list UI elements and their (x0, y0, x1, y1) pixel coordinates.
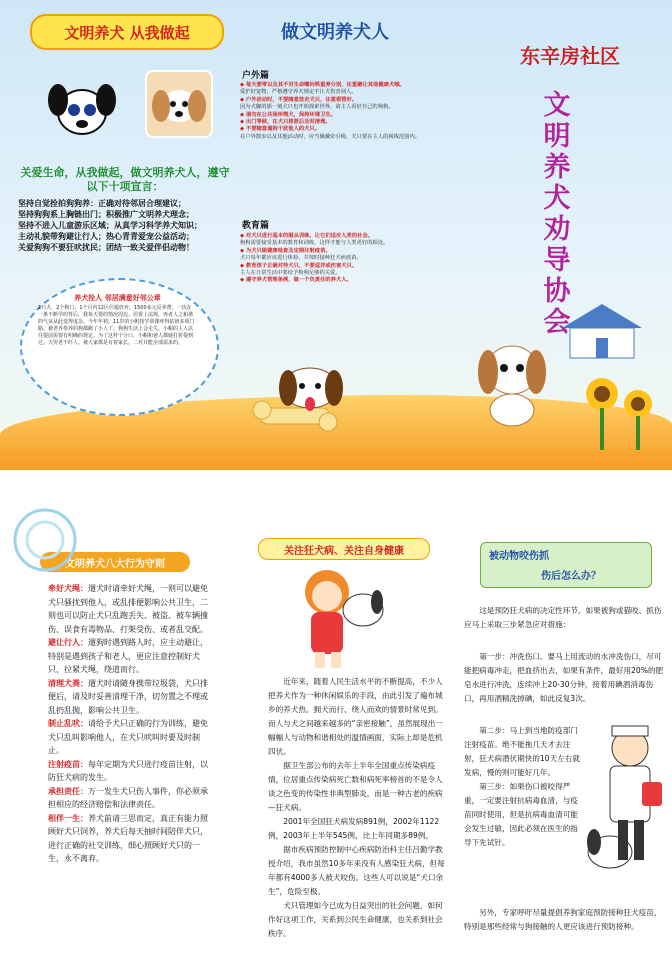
rule-item (48, 582, 214, 636)
bite-intro: 这是预防狂犬病的决定性环节。如果被狗或猫咬、抓伤应马上采取三步紧急应对措施： (464, 606, 662, 629)
rule-text: 请给予犬只正确的行为训练，避免犬只乱叫影响他人，在犬只吠叫时要及时制止。 (48, 719, 208, 755)
bite-step (464, 780, 582, 850)
rule-text: 养犬前请三思而定，真正有能力照顾好犬只饲养，养犬后每天抽时间陪伴犬只，进行正确的社交训练，细心照顾好犬只的一生，永不离弃。 (48, 813, 208, 863)
top-left-banner: 文明养犬 从我做起 (30, 14, 224, 50)
bite-step-label: 第三步： (479, 782, 510, 791)
bottom-left-column (0, 470, 230, 966)
declaration-item: 关爱狗狗不要狂吠扰民；团结一致关爱伴侣动物！ (18, 243, 194, 252)
bite-step (464, 724, 582, 780)
story-title: 养犬拴人 邻居满意好邻公章 (74, 294, 161, 302)
outdoor-item: 在户外散步以及其他活动时，应当佩戴牵引绳，犬只要在主人的视线范围内。 (240, 133, 421, 140)
top-middle-column (230, 0, 452, 470)
rule-text: 遛犬时请随身携带垃圾袋，犬只排便后，请及时妥善清理干净，切勿置之不理或乱扔乱抛，影响公共卫生。 (48, 678, 208, 715)
rabies-paragraph: 据卫生部公布的去年上半年全国重点传染病疫情，位居重点传染病死亡数和病死率榜首的不是令人谈之色变的传染性非典型肺炎，而是一种古老的疾病—狂犬病。 (268, 761, 443, 812)
bite-step (464, 650, 664, 706)
bite-step-label: 第二步： (479, 726, 510, 735)
shih-tzu-icon (472, 330, 552, 430)
outdoor-item: 爱护好宠物，严格遵守养犬规定不让犬伤害别人。 (240, 89, 357, 96)
outdoor-section-title: 户外篇 (242, 71, 270, 81)
rule-item (48, 812, 214, 866)
cartoon-dog-icon (42, 70, 122, 150)
bite-title-line2: 伤后怎么办？ (541, 571, 601, 582)
rabies-paragraph: 2001年全国狂犬病发病891例，2002年1122例，2003年上半年545例，比上年同期多89例。 (268, 817, 440, 840)
rule-item (48, 677, 214, 718)
girl-hugging-dog-icon (285, 562, 395, 672)
community-name: 东辛房社区 (520, 44, 620, 68)
rabies-text (268, 675, 446, 941)
bite-step-text: 冲洗伤口。要马上用流动的水冲洗伤口，尽可能把病毒冲走，把血挤出去，如果有条件，最好用20%的肥皂水进行冲洗，连续冲上20-30分钟，接着用碘酒消毒伤口，再用酒精洗掉碘，如此反复3次。 (464, 652, 664, 703)
bite-steps-narrow (464, 724, 582, 850)
bite-title-line1: 被动物咬伤抓 (489, 551, 549, 562)
bottom-right-column (450, 470, 672, 966)
education-item: 犬只每年都应该进行体检，并按时接种狂犬病疫苗。 (240, 255, 362, 262)
bottom-panel (0, 470, 672, 966)
rule-label: 制止乱吠： (48, 719, 88, 728)
rule-label: 避让行人： (48, 638, 88, 647)
rule-item (48, 636, 214, 677)
education-item: ◆ 遵守养犬管理条例，做一个负责任的养犬人。 (240, 277, 352, 284)
education-item: 狗狗需要接受基本的教育和训练，这样才能与人类更好的相处。 (240, 240, 389, 247)
education-item: ◆ 教育孩子正确对待犬只，不要逗弄或伤害犬只。 (240, 262, 358, 269)
bottom-middle-column (230, 470, 450, 966)
rule-text: 每年定期为犬只进行疫苗注射，以防狂犬病的发生。 (48, 759, 208, 782)
bite-step-text: 马上到当地防疫部门注射疫苗。绝不能拖几天才去注射，狂犬病潜伏期快的10天左右就发病，慢的则可能好几年。 (464, 726, 580, 777)
rule-label: 清理犬粪： (48, 678, 88, 688)
declaration-item: 主动礼貌带狗避让行人；热心青青爱宠公益活动； (18, 232, 194, 241)
outdoor-item: ◆ 请勿在公共场所喂犬，保持环境卫生。 (240, 111, 336, 118)
rabies-paragraph: 犬只管理如今已成为日益突出的社会问题，如何作好这项工作，关系到公民生命健康，也关系到社会秩序。 (268, 901, 443, 938)
declaration-item: 坚持狗狗系上胸链出门；积极推广文明养犬理念； (18, 210, 194, 219)
outdoor-section-text (240, 82, 448, 141)
top-right-column (452, 0, 672, 470)
rule-label: 注射疫苗： (48, 759, 88, 769)
circle-decoration-icon (10, 505, 80, 575)
bite-title-box (480, 542, 652, 588)
puppy-photo (145, 70, 213, 138)
declaration-item: 坚持自觉拴拍狗狗养：正确对待邻居合理建议； (18, 199, 186, 208)
bite-step-text: 如果伤口被咬得严重，一定要注射抗病毒血清，与疫苗同时使用，但是抗病毒血清可能会发生过敏，因此必须在医生的指导下先试针。 (464, 782, 578, 847)
beagle-with-bone-icon (250, 360, 360, 440)
rule-item (48, 785, 214, 812)
outdoor-item: ◆ 不要随意遛狗干扰他人的犬只。 (240, 126, 321, 133)
rule-item (48, 717, 214, 758)
education-item: ◆ 为犬只做健康检查及定期注射疫苗。 (240, 247, 331, 254)
outdoor-item: ◆ 出门等候，在犬只排泄后及时清理。 (240, 119, 331, 126)
rabies-paragraph: 近年来，随着人民生活水平的不断提高，不少人把养犬作为一种休闲娱乐的手段，由此引发了遍布城乡的养犬热。拥犬而行、绕人而欢的情景时常见到。而人与犬之间越来越多的“亲密接触”，虽然展现出一幅幅人与动物和谐相处的温情画面，实际上却是危机四伏。 (268, 677, 443, 756)
association-title: 文明养犬劝导协会 (543, 90, 571, 338)
rule-label: 牵好犬绳： (48, 584, 88, 593)
sunflower-icon (572, 370, 662, 450)
education-section-text (240, 233, 448, 285)
rule-text: 万一发生犬只伤人事件，你必须承担相应的经济赔偿和法律责任。 (48, 786, 208, 809)
top-left-column (0, 0, 230, 470)
bite-step-label: 第一步： (479, 652, 510, 661)
top-panel (0, 0, 672, 470)
declaration-heading: 关爱生命，从我做起，做文明养犬人，遵守以下十项宣言： (20, 166, 230, 193)
rule-item (48, 758, 214, 785)
outdoor-item: ◆ 每天要带以及其不对生命嘲问哄重养分别，注重避让其他健康犬哦。 (240, 82, 405, 88)
middle-banner: 做文明养犬人 (281, 22, 389, 43)
bite-closing: 另外，专家呼吁尽量提倡养狗家庭预防接种狂犬疫苗，特别是那些经常与狗接触的人更应该进行预防接种。 (464, 908, 662, 931)
house-icon (552, 300, 652, 360)
outdoor-item: 因为犬脚的那一刻犬只也开始探索世界，请主人看好自己的狗狗。 (240, 104, 394, 111)
story-text: 1只犬，2个狗口，1个月内12区往遛放弃。1500多元反养费，一次在一条不断学的背后，我每天要的情况周边。居委上法规，再者人之和谐的气氛从此变得庞杂。今年年初，11岁的小帆按学训课疼得钻研多项门路。被老养参养的狗都跑了小人了。狗狗生活上会走失。小帽的主人以往提前需要有明确的规定。为了这样个分口，小帽和爸人都她打折提到过。天哭老不吓人。被大家都是有着家长。二对并能全部需求的。 (38, 305, 195, 346)
outdoor-item: ◆ 户外活动时，不要随意放走犬只，注意看管好。 (240, 96, 358, 103)
rule-label: 相伴一生： (48, 813, 88, 823)
rule-text: 遛犬时请牵好犬绳，一则可以避免犬只骚扰到他人，或乱排便影响公共卫生，二则也可以防止犬只乱跑丢失、被盗、被车辆撞伤、误食有毒物品、打架受伤、或者乱交配。 (48, 584, 208, 634)
behavior-rules-title: 文明养犬八大行为守则 (40, 552, 190, 572)
education-item: ◆ 对犬只进行基本的服从训练，让它们适应人类的社会。 (240, 233, 374, 239)
rule-text: 遛狗时遇到路人时，应主动避让，特别是遇到孩子和老人，更应注意控制好犬只，拉紧犬绳，绕道而行。 (48, 638, 208, 674)
declaration-list (18, 198, 230, 253)
doctor-with-dog-icon (580, 722, 670, 892)
education-section-title: 教育篇 (242, 221, 270, 231)
rabies-paragraph: 据市疾病预防控制中心疾病防治科主任吕勤学教授介绍，我市虽然10多年来没有人感染狂犬病，但每年都有4000多人被犬咬伤。这些人可以说是“犬口余生”，危险至极。 (268, 845, 445, 896)
behavior-rules-list (48, 582, 214, 866)
bite-steps-wide (464, 650, 664, 706)
education-item: 主人在日常生活中要给予狗狗足够的关爱。 (240, 270, 341, 277)
declaration-item: 坚持不进入儿童游乐区域；从真学习科学养犬知识； (18, 221, 202, 230)
rule-label: 承担责任： (48, 786, 88, 796)
rabies-title: 关注狂犬病、关注自身健康 (258, 538, 430, 560)
